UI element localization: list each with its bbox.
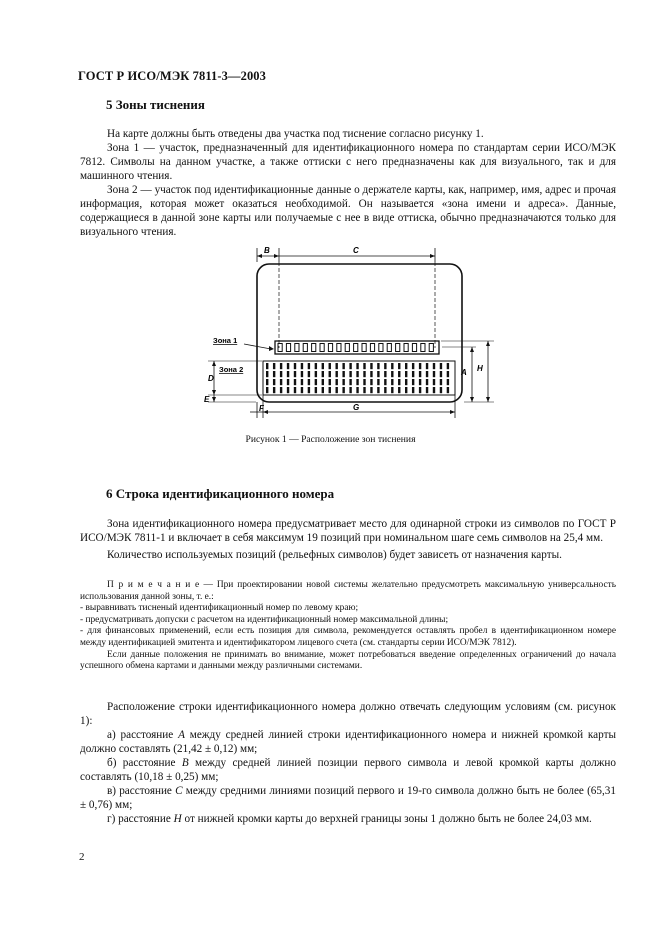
zone-2-position-cell	[391, 371, 393, 377]
zone-2-position-cell	[412, 371, 414, 377]
zone-2-position-cell	[294, 387, 296, 393]
section-6-paragraph: Количество используемых позиций (рельефных символов) будет зависеть от назначения карты.	[107, 549, 562, 561]
zone-1-position-cell	[396, 344, 400, 352]
section-5-paragraph: Зона 1 — участок, предназначенный для идентификационного номера по стандартам серии ИСО/МЭК 7812. Символы на данном участке, а также оттиски с него предназначены как для визуального, так и для машинного чтения.	[80, 142, 616, 182]
zone-2-position-cell	[301, 379, 303, 385]
zone-2-position-cell	[322, 371, 324, 377]
zone-2-position-cell	[447, 387, 449, 393]
label-zone-1: Зона 1	[213, 336, 238, 345]
note-last: Если данные положения не принимать во внимание, может потребоваться введение определенных ограничений до начала успешного обмена картами и данными между различными системами.	[80, 649, 616, 672]
zone-1-position-cell	[345, 344, 349, 352]
zone-2-position-cell	[433, 371, 435, 377]
zone-2-position-cell	[384, 371, 386, 377]
zone-2-position-cell	[426, 379, 428, 385]
zone-2-position-cell	[384, 379, 386, 385]
zone-2-position-cell	[356, 387, 358, 393]
zone-2-position-cell	[447, 363, 449, 369]
zone-2-position-cell	[273, 379, 275, 385]
label-E: E	[204, 395, 210, 404]
label-F: F	[259, 404, 264, 413]
zone-2-position-cell	[405, 379, 407, 385]
zone-2-position-cell	[266, 387, 268, 393]
zone-2-position-cell	[273, 363, 275, 369]
zone-2-position-cell	[398, 387, 400, 393]
zone-2-position-cell	[294, 363, 296, 369]
zone-2-position-cell	[301, 387, 303, 393]
zone-2-position-cell	[322, 379, 324, 385]
zone-2-position-cell	[349, 387, 351, 393]
zone-2-position-cell	[322, 387, 324, 393]
section-5-paragraph: На карте должны быть отведены два участка под тиснение согласно рисунку 1.	[107, 128, 484, 140]
zone-2-position-cell	[426, 387, 428, 393]
zone-2-position-cell	[336, 371, 338, 377]
zone-2-position-cell	[280, 371, 282, 377]
zone-1-position-cell	[412, 344, 416, 352]
zone-2-position-cell	[419, 371, 421, 377]
zone-2-position-cell	[356, 371, 358, 377]
zone-2-position-cell	[280, 379, 282, 385]
zone-2-position-cell	[363, 379, 365, 385]
zone-2-position-cell	[384, 387, 386, 393]
section-6-title: 6 Строка идентификационного номера	[106, 486, 335, 501]
zone-2-position-cell	[349, 379, 351, 385]
note-first-text: — При проектировании новой системы желательно предусмотреть максимальную универсальность использования данной зоны, т. е.:	[80, 580, 616, 602]
figure-caption: Рисунок 1 — Расположение зон тиснения	[245, 434, 416, 445]
zone-1-position-cell	[387, 344, 391, 352]
zone-2-position-cell	[370, 371, 372, 377]
zone-2-position-cell	[342, 363, 344, 369]
zone-2-position-cell	[280, 387, 282, 393]
zone-1-position-cell	[421, 344, 425, 352]
zone-2-position-cell	[440, 363, 442, 369]
label-C: C	[353, 246, 359, 255]
condition-c: в) расстояние C между средними линиями позиций первого и 19-го символа должно быть не более (65,31 ± 0,76) мм;	[80, 785, 616, 811]
var-C: C	[175, 785, 183, 797]
zone-2-position-cell	[266, 363, 268, 369]
note-first-line	[80, 580, 616, 603]
condition-a: а) расстояние A между средней линией строки идентификационного номера и нижней кромкой карты должно составлять (21,42 ± 0,12) мм;	[80, 729, 617, 755]
zone-2-position-cell	[440, 387, 442, 393]
zone-2-position-cell	[419, 363, 421, 369]
zone-2-position-cell	[384, 363, 386, 369]
zone-2-position-cell	[363, 363, 365, 369]
condition-d: г) расстояние H от нижней кромки карты до верхней границы зоны 1 должно быть не более 24,03 мм.	[107, 813, 592, 825]
zone-2-position-cell	[377, 379, 379, 385]
zone-1-position-cell	[328, 344, 332, 352]
section-5-paragraph: Зона 2 — участок под идентификационные данные о держателе карты, как, например, имя, адрес и прочая информация, которая может оказаться необходимой. Он называется «зона имени и адреса». Данные, содержащиеся в данной зоне карты или получаемые с нее в виде оттиска, обычно предназначаются только для визуального чтения.	[80, 184, 616, 238]
var-A: A	[178, 729, 185, 741]
zone-2-position-cell	[398, 371, 400, 377]
zone-2-position-cell	[447, 371, 449, 377]
zone-2-position-cell	[377, 363, 379, 369]
zone-2-position-cell	[308, 387, 310, 393]
zone-2-position-cell	[336, 387, 338, 393]
zone-2-position-cell	[391, 387, 393, 393]
zone-2	[219, 361, 455, 395]
zone-2-position-cell	[342, 371, 344, 377]
zone-2-position-cell	[336, 379, 338, 385]
zone-2-position-cell	[433, 387, 435, 393]
zone-2-position-cell	[377, 371, 379, 377]
zone-2-position-cell	[322, 363, 324, 369]
dimension-C	[279, 246, 435, 348]
note-item: - выравнивать тисненый идентификационный номер по левому краю;	[80, 603, 359, 614]
zone-2-position-cell	[405, 371, 407, 377]
zone-2-position-cell	[329, 387, 331, 393]
note-item: - для финансовых применений, если есть позиция для символа, рекомендуется оставлять пробел в идентификационном номере между идентификацией эмитента и идентификатором лицевого счета (см. стандарты серии ИСО/МЭК 7812).	[80, 626, 616, 648]
note-item: - предусматривать допуски с расчетом на идентификационный номер максимальной длины;	[80, 614, 449, 625]
zone-1-position-cell	[354, 344, 358, 352]
zone-2-position-cell	[273, 387, 275, 393]
zone-2-position-cell	[349, 363, 351, 369]
zone-2-position-cell	[356, 379, 358, 385]
condition-b: б) расстояние B между средней линией позиции первого символа и левой кромкой карты должно составлять (10,18 ± 0,25) мм;	[80, 757, 616, 783]
zone-2-position-cell	[426, 371, 428, 377]
var-H: H	[173, 813, 182, 825]
zone-1-position-cell	[295, 344, 299, 352]
zone-2-position-cell	[356, 363, 358, 369]
document-header: ГОСТ Р ИСО/МЭК 7811-3—2003	[78, 69, 267, 83]
zone-2-position-cell	[287, 387, 289, 393]
zone-2-position-cell	[412, 379, 414, 385]
zone-2-position-cell	[433, 363, 435, 369]
zone-2-position-cell	[363, 371, 365, 377]
figure-embossing-zones	[190, 240, 510, 420]
zone-2-position-cell	[342, 387, 344, 393]
zone-2-position-cell	[315, 387, 317, 393]
zone-2-position-cell	[447, 379, 449, 385]
label-H: H	[477, 364, 483, 373]
zone-2-position-cell	[440, 371, 442, 377]
zone-2-position-cell	[349, 371, 351, 377]
dimension-B	[257, 246, 279, 262]
label-B: B	[264, 246, 270, 255]
zone-2-position-cell	[412, 363, 414, 369]
zone-2-position-cell	[287, 363, 289, 369]
dimension-F-G	[250, 395, 455, 418]
label-D: D	[208, 374, 214, 383]
zone-1-position-cell	[379, 344, 383, 352]
zone-1-position-cell	[303, 344, 307, 352]
conditions-block	[80, 700, 616, 826]
zone-2-position-cell	[342, 379, 344, 385]
zone-2-position-cell	[405, 387, 407, 393]
section-5-title: 5 Зоны тиснения	[106, 97, 205, 112]
zone-1	[213, 336, 439, 354]
zone-2-position-cell	[266, 371, 268, 377]
zone-2-position-cell	[336, 363, 338, 369]
zone-2-position-cell	[308, 363, 310, 369]
section-5-body	[80, 127, 616, 239]
zone-2-position-cell	[294, 371, 296, 377]
zone-2-position-cell	[433, 379, 435, 385]
zone-2-position-cell	[377, 387, 379, 393]
zone-2-position-cell	[370, 363, 372, 369]
zone-2-position-cell	[301, 363, 303, 369]
page-number: 2	[79, 851, 85, 863]
zone-2-position-cell	[419, 387, 421, 393]
zone-1-position-cell	[312, 344, 316, 352]
zone-2-position-cell	[280, 363, 282, 369]
zone-1-position-cell	[278, 344, 282, 352]
zone-2-position-cell	[329, 379, 331, 385]
var-B: B	[181, 757, 189, 769]
zone-1-position-cell	[370, 344, 374, 352]
zone-2-position-cell	[405, 363, 407, 369]
zone-1-position-cell	[337, 344, 341, 352]
zone-1-position-cell	[362, 344, 366, 352]
note-block	[80, 580, 616, 673]
label-zone-2: Зона 2	[219, 365, 244, 374]
zone-2-position-cell	[391, 379, 393, 385]
zone-2-position-cell	[363, 387, 365, 393]
zone-2-position-cell	[398, 363, 400, 369]
zone-1-position-cell	[429, 344, 433, 352]
zone-2-position-cell	[426, 363, 428, 369]
zone-2-position-cell	[287, 371, 289, 377]
zone-2-position-cell	[287, 379, 289, 385]
zone-2-position-cell	[315, 363, 317, 369]
zone-2-position-cell	[315, 371, 317, 377]
zone-2-position-cell	[419, 379, 421, 385]
label-G: G	[353, 403, 360, 412]
zone-2-position-cell	[329, 371, 331, 377]
zone-2-position-cell	[370, 379, 372, 385]
zone-2-position-cell	[440, 379, 442, 385]
zone-2-position-cell	[294, 379, 296, 385]
section-6-intro	[80, 517, 616, 562]
zone-2-position-cell	[412, 387, 414, 393]
zone-2-position-cell	[273, 371, 275, 377]
zone-2-position-cell	[301, 371, 303, 377]
zone-1-position-cell	[286, 344, 290, 352]
zone-2-position-cell	[308, 379, 310, 385]
zone-2-position-cell	[315, 379, 317, 385]
zone-2-position-cell	[329, 363, 331, 369]
note-label: П р и м е ч а н и е	[107, 580, 200, 590]
section-6-paragraph: Зона идентификационного номера предусматривает место для одинарной строки из символов по ГОСТ Р ИСО/МЭК 7811-1 и включает в себя максимум 19 позиций при номинальном шаге семь символов на 25,4 мм.	[80, 518, 616, 544]
conditions-intro: Расположение строки идентификационного номера должно отвечать следующим условиям (см. рисунок 1):	[80, 701, 616, 727]
zone-2-position-cell	[266, 379, 268, 385]
zone-1-position-cell	[320, 344, 324, 352]
zone-2-position-cell	[370, 387, 372, 393]
zone-2-position-cell	[308, 371, 310, 377]
label-A: A	[461, 368, 467, 377]
zone-2-position-cell	[391, 363, 393, 369]
zone-2-position-cell	[398, 379, 400, 385]
zone-1-position-cell	[404, 344, 408, 352]
